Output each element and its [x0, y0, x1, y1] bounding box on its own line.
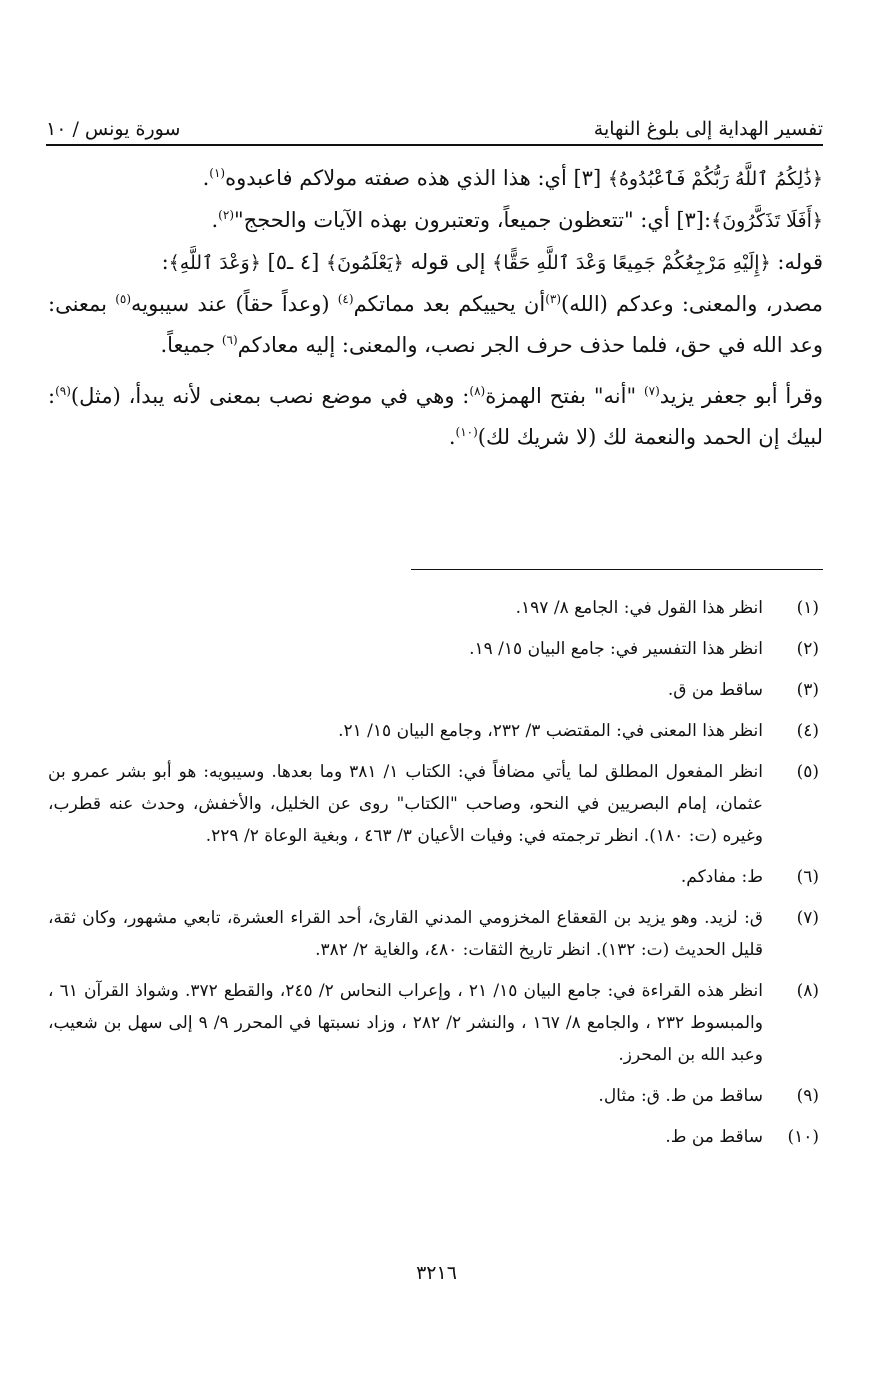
footnote-number: (٣)	[796, 680, 819, 700]
book-title: تفسير الهداية إلى بلوغ النهاية	[593, 118, 823, 140]
footnote-text: ساقط من ق.	[667, 680, 763, 700]
footnotes	[48, 592, 819, 1162]
footnote-marker: (٤)	[337, 292, 354, 306]
text-run: (وعداً حقاً) عند سيبويه	[131, 292, 338, 316]
surah-reference: سورة يونس / ١٠	[46, 118, 181, 140]
paragraph-1	[48, 158, 823, 200]
footnote-number: (٨)	[796, 981, 819, 1001]
footnote-number: (٦)	[796, 867, 819, 887]
footnote-text: انظر هذا القول في: الجامع ٨/ ١٩٧.	[515, 598, 763, 618]
quran-verse: ﴿وَعْدَ ٱللَّهِ﴾	[168, 252, 261, 274]
footnote-item	[48, 975, 819, 1071]
main-text	[48, 158, 823, 458]
running-header	[46, 106, 823, 140]
footnote-number: (٥)	[796, 762, 819, 782]
footnote-item	[48, 861, 819, 893]
footnote-text: ساقط من ط.	[665, 1127, 763, 1147]
text-run: [٣] أي: هذا الذي هذه صفته مولاكم فاعبدوه	[225, 166, 608, 190]
quran-verse: ﴿إِلَيْهِ مَرْجِعُكُمْ جَمِيعًا وَعْدَ ٱللَّهِ حَقًّا﴾	[492, 252, 771, 274]
paragraph-5	[48, 376, 823, 458]
text-run: .	[448, 425, 456, 449]
text-run: : لبيك إن الحمد والنعمة لك (لا شريك لك)	[48, 384, 823, 449]
footnote-marker: (٢)	[218, 208, 234, 222]
text-run: :	[161, 250, 169, 274]
quran-verse: ﴿ذَٰلِكُمُ ٱللَّهُ رَبُّكُمْ فَٱعْبُدُوهُ﴾	[607, 168, 823, 190]
header-rule	[46, 144, 823, 146]
footnote-marker: (٨)	[469, 384, 486, 398]
verse-reference: [٤ ـ٥]	[260, 250, 327, 274]
footnote-item	[48, 756, 819, 852]
text-run: "أنه" بفتح الهمزة	[485, 384, 644, 408]
footnote-number: (٧)	[796, 908, 819, 928]
quran-verse: ﴿يَعْلَمُونَ﴾	[326, 252, 404, 274]
footnote-item	[48, 902, 819, 966]
page-number: ٣٢١٦	[416, 1262, 457, 1284]
text-run: :[٣] أي: "تتعظون جميعاً، وتعتبرون بهذه الآيات والحجج"	[234, 208, 712, 232]
text-run: إلى قوله	[403, 250, 493, 274]
paragraph-3	[48, 242, 823, 284]
footnote-item	[48, 633, 819, 665]
text-run: جميعاً.	[160, 333, 222, 357]
text-run: مصدر، والمعنى: وعدكم (الله)	[561, 292, 823, 316]
footnote-text: ط: مفادكم.	[680, 867, 763, 887]
footnote-text: انظر هذه القراءة في: جامع البيان ١٥/ ٢١ ، وإعراب النحاس ٢/ ٢٤٥، والقطع ٣٧٢. وشواذ القرآن ٦١ ، والمبسوط ٢٣٢ ، والجامع ٨/ ١٦٧ ، والنشر ٢/ ٢٨٢ ، وزاد نسبتها في المحرر ٩/ ٩ إلى سهل بن شعيب، وعبد الله بن المحرز.	[48, 981, 764, 1065]
paragraph-4	[48, 284, 823, 366]
text-run: .	[211, 208, 219, 232]
footnote-marker: (٧)	[643, 384, 660, 398]
footnote-text: ساقط من ط. ق: مثال.	[598, 1086, 763, 1106]
footnote-rule	[411, 569, 823, 570]
footnote-item	[48, 1121, 819, 1153]
footnote-text: انظر هذا التفسير في: جامع البيان ١٥/ ١٩.	[469, 639, 763, 659]
text-run: بمعنى: وعد الله في حق، فلما حذف حرف الجر نصب، والمعنى: إليه معادكم	[48, 292, 823, 357]
footnote-number: (١)	[796, 598, 819, 618]
text-run: قوله:	[770, 250, 823, 274]
text-run: : وهي في موضع نصب بمعنى لأنه يبدأ، (مثل)	[70, 384, 470, 408]
footnote-marker: (١٠)	[455, 425, 478, 439]
footnote-text: انظر المفعول المطلق لما يأتي مضافاً في: الكتاب ١/ ٣٨١ وما بعدها. وسيبويه: هو أبو بشر عمرو بن عثمان، إمام البصريين في النحو، وصاحب "الكتاب" روى عن الخليل، والأخفش، وحدث عنه قطرب، وغيره (ت: ١٨٠). انظر ترجمته في: وفيات الأعيان ٣/ ٤٦٣ ، وبغية الوعاة ٢/ ٢٢٩.	[48, 762, 763, 846]
footnote-marker: (٩)	[55, 384, 71, 398]
footnote-number: (٢)	[796, 639, 819, 659]
footnote-item	[48, 674, 819, 706]
footnote-marker: (٣)	[545, 292, 562, 306]
paragraph-2	[48, 200, 823, 242]
footnote-item	[48, 1080, 819, 1112]
text-run: .	[202, 166, 210, 190]
footnote-text: انظر هذا المعنى في: المقتضب ٣/ ٢٣٢، وجامع البيان ١٥/ ٢١.	[338, 721, 763, 741]
footnote-number: (٩)	[796, 1086, 819, 1106]
quran-verse: ﴿أَفَلَا تَذَكَّرُونَ﴾	[711, 210, 823, 232]
footnote-marker: (١)	[209, 166, 226, 180]
footnote-marker: (٦)	[221, 333, 238, 347]
text-run: أن يحييكم بعد مماتكم	[353, 292, 546, 316]
footnote-marker: (٥)	[115, 292, 132, 306]
footnote-item	[48, 592, 819, 624]
text-run: وقرأ أبو جعفر يزيد	[659, 384, 824, 408]
footnote-item	[48, 715, 819, 747]
footnote-number: (١٠)	[787, 1127, 819, 1147]
footnote-number: (٤)	[796, 721, 819, 741]
footnote-text: ق: لزيد. وهو يزيد بن القعقاع المخزومي المدني القارئ، أحد القراء العشرة، تابعي مشهور، وكان ثقة، قليل الحديث (ت: ١٣٢). انظر تاريخ الثقات: ٤٨٠، والغاية ٢/ ٣٨٢.	[48, 908, 764, 960]
